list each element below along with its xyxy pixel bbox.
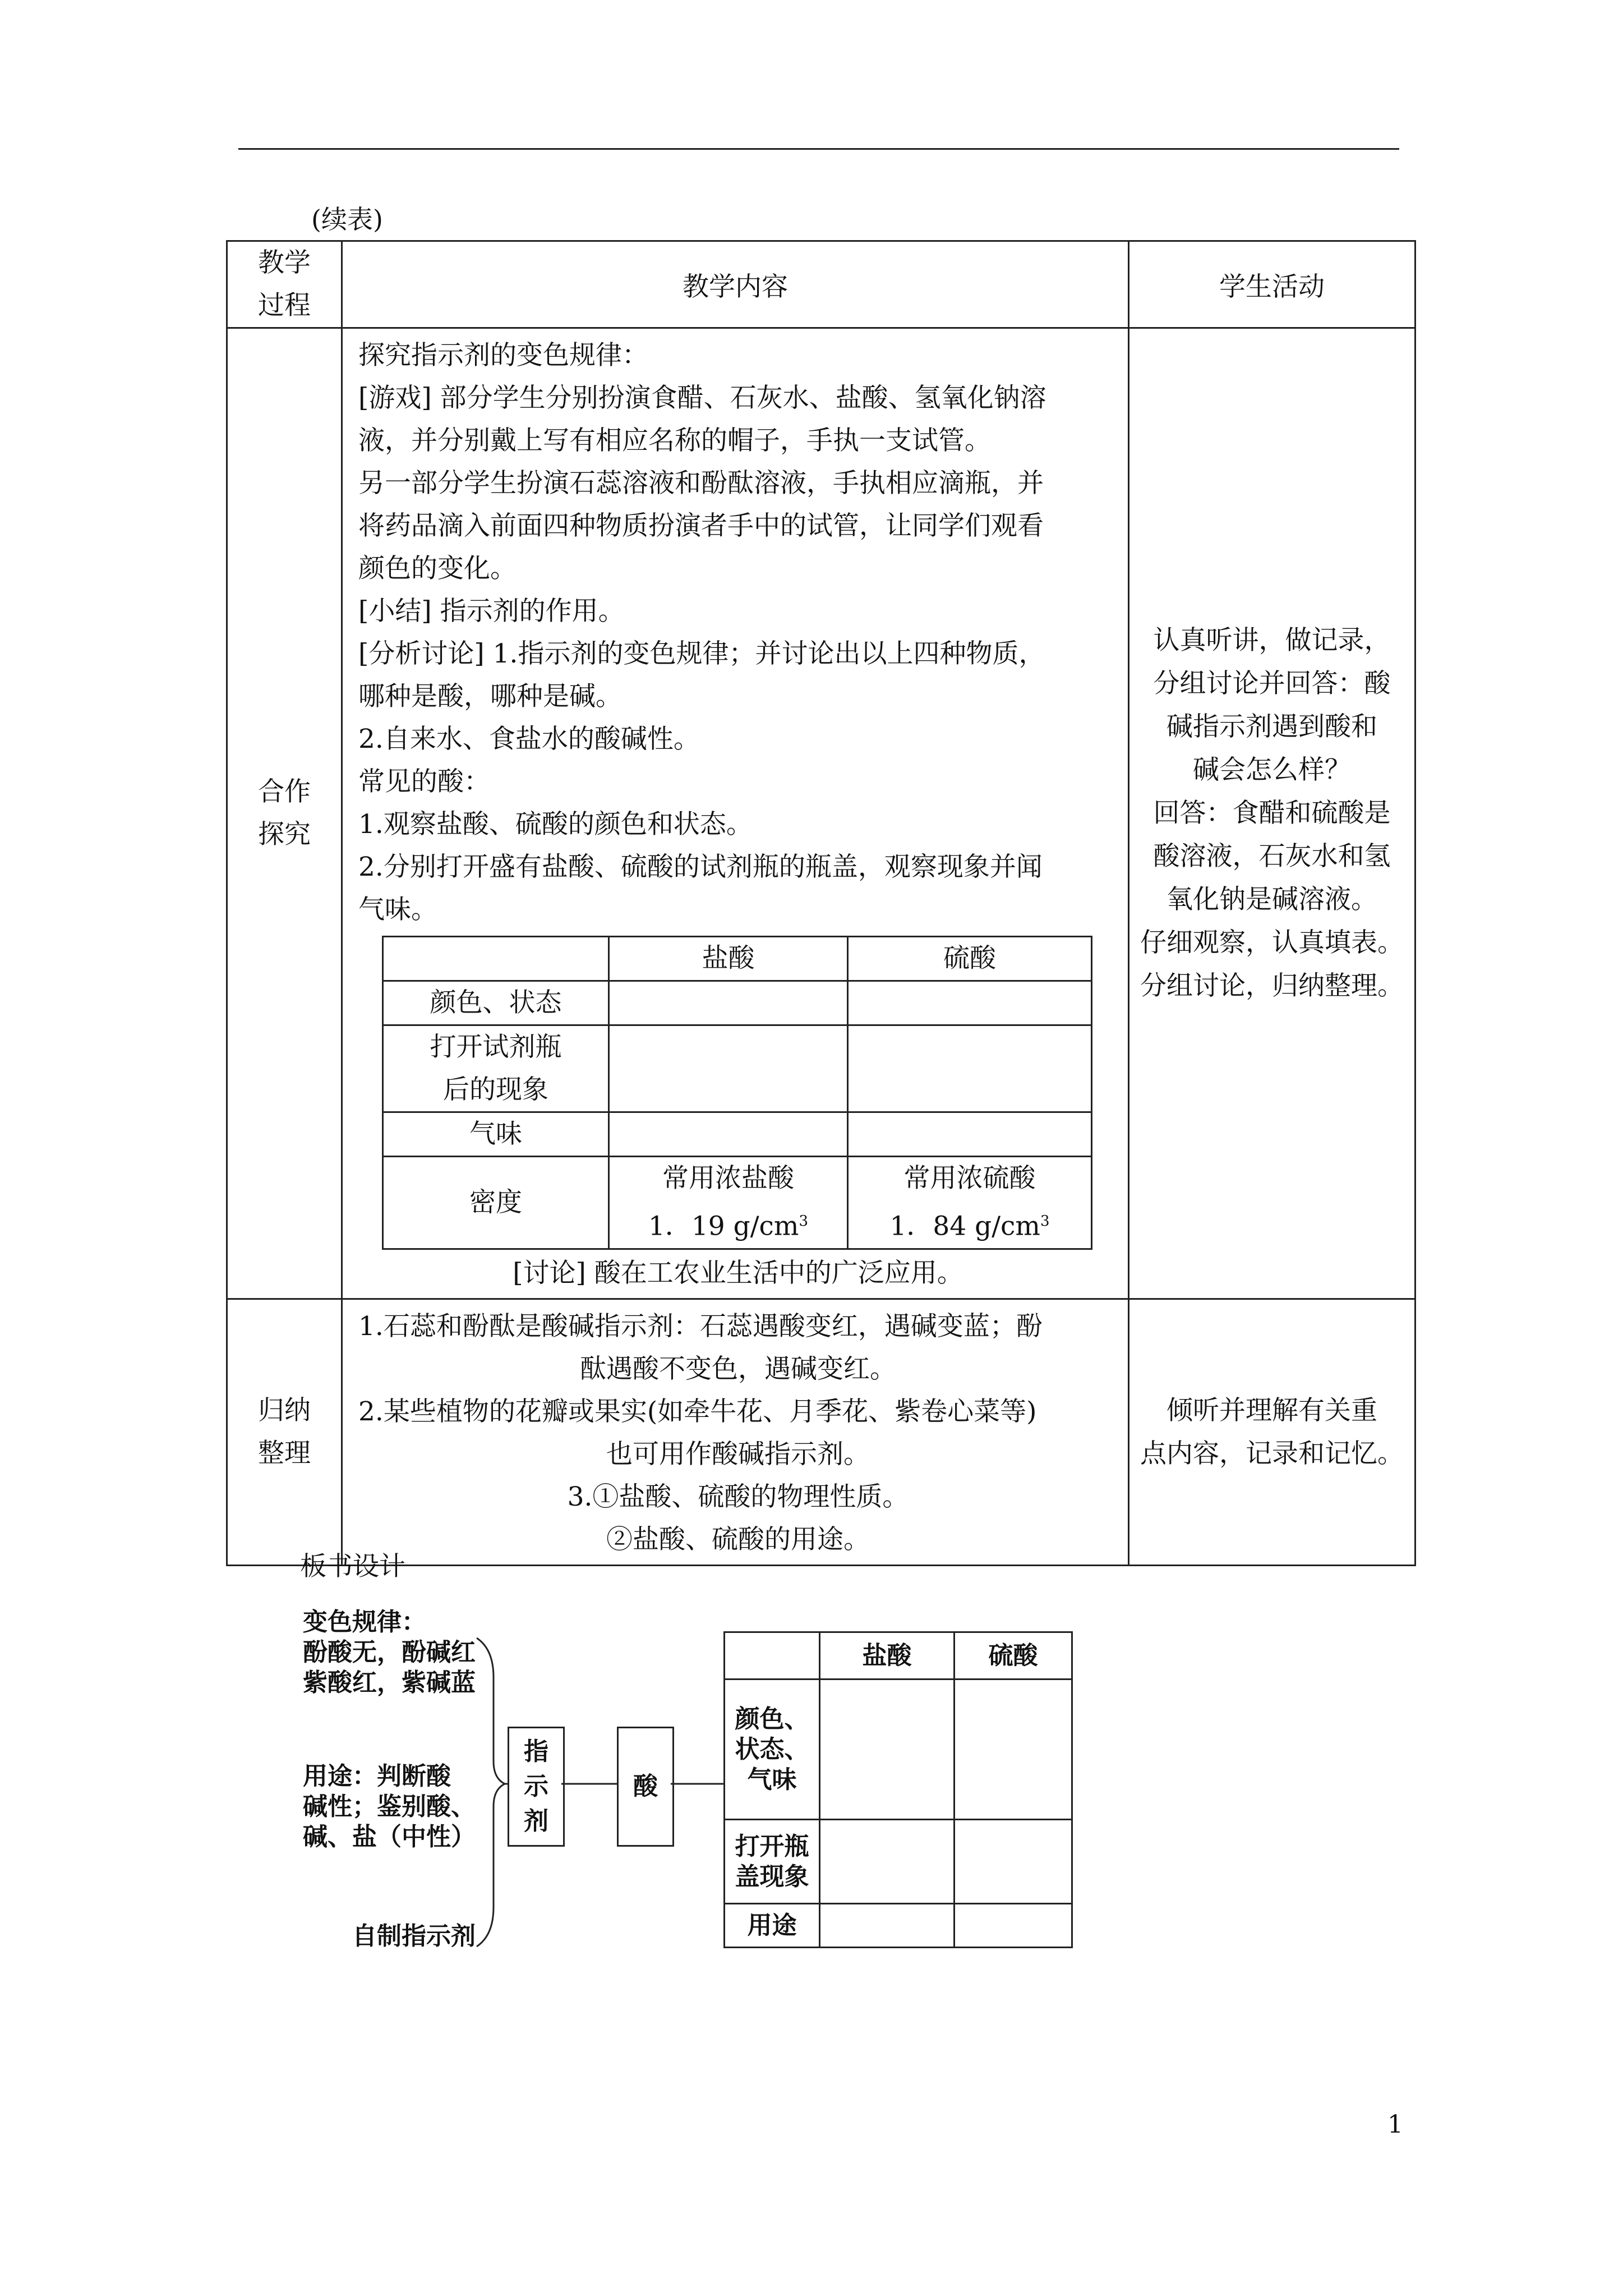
board-row-open (725, 1820, 1072, 1904)
activity-line: 碱会怎么样？ (1193, 754, 1351, 786)
use-line: 用途：判断酸 (303, 1762, 451, 1791)
table-row-summary (227, 1299, 1415, 1565)
page-number: 1 (1387, 2110, 1403, 2139)
acid-cell (609, 1112, 848, 1157)
acid-row-label: 密度 (383, 1157, 609, 1249)
table-header-row (227, 241, 1415, 328)
content-line: 酞遇酸不变色，遇碱变红。 (580, 1353, 896, 1384)
activity-line: 氧化钠是碱溶液。 (1166, 884, 1377, 915)
acid-box: 酸 (617, 1727, 674, 1847)
acid-cell (848, 1112, 1092, 1157)
content-line: ②盐酸、硫酸的用途。 (606, 1524, 870, 1555)
content-line: 另一部分学生扮演石蕊溶液和酚酞溶液，手执相应滴瓶，并 (358, 468, 1044, 499)
acid-row-density (383, 1157, 1092, 1249)
use-line: 碱、盐（中性） (303, 1823, 476, 1851)
acid-table-header (383, 937, 1092, 981)
header-content: 教学内容 (342, 241, 1129, 328)
content-line: 也可用作酸碱指示剂。 (606, 1438, 870, 1470)
content-line: 颜色的变化。 (358, 553, 517, 584)
content-line: 1.观察盐酸、硫酸的颜色和状态。 (358, 809, 753, 840)
acid-comparison-table (382, 936, 1092, 1250)
content-line: [游戏] 部分学生分别扮演食醋、石灰水、盐酸、氢氧化钠溶 (358, 383, 1046, 413)
board-row-color (725, 1680, 1072, 1820)
board-cell (955, 1904, 1072, 1948)
acid-cell (848, 981, 1092, 1025)
density-hcl: 常用浓盐酸 1．19 $g/cm^3$ (609, 1157, 848, 1249)
homemade-indicator: 自制指示剂 (352, 1922, 476, 1950)
acid-cell (609, 981, 848, 1025)
activity-line: 酸溶液，石灰水和氢 (1153, 841, 1391, 872)
acid-row-label: 颜色、状态 (383, 981, 609, 1025)
indicator-box: 指示剂 (508, 1727, 565, 1847)
rule-litmus: 紫酸红，紫碱蓝 (303, 1668, 476, 1697)
content-line: 哪种是酸，哪种是碱。 (358, 681, 622, 712)
rule-phenolphthalein: 酚酸无，酚碱红 (303, 1638, 476, 1667)
content-line: 将药品滴入前面四种物质扮演者手中的试管，让同学们观看 (358, 510, 1044, 541)
acid-table-corner (383, 937, 609, 981)
board-table-corner (725, 1632, 820, 1680)
board-col-hcl: 盐酸 (820, 1632, 955, 1680)
content-line: 常见的酸： (358, 766, 490, 797)
content-line: 液，并分别戴上写有相应名称的帽子，手执一支试管。 (358, 425, 991, 456)
activity-explore (1129, 328, 1415, 1299)
content-line: 2.某些植物的花瓣或果实(如牵牛花、月季花、紫卷心菜等) (358, 1396, 1037, 1427)
use-line: 碱性；鉴别酸、 (303, 1792, 476, 1821)
acid-row-open (383, 1025, 1092, 1112)
board-cell (820, 1904, 955, 1948)
rules-title: 变色规律： (303, 1608, 426, 1636)
content-line: 1.石蕊和酚酞是酸碱指示剂：石蕊遇酸变红，遇碱变蓝；酚 (358, 1310, 1043, 1342)
content-line: 气味。 (358, 894, 437, 925)
acid-cell (848, 1025, 1092, 1112)
content-summary (342, 1299, 1129, 1565)
acid-row-label: 气味 (383, 1112, 609, 1157)
content-line: 2.分别打开盛有盐酸、硫酸的试剂瓶的瓶盖，观察现象并闻 (358, 852, 1043, 882)
table-row-explore (227, 328, 1415, 1299)
activity-summary (1129, 1299, 1415, 1565)
activity-line: 分组讨论，归纳整理。 (1140, 970, 1404, 1002)
lesson-table (226, 240, 1416, 1566)
board-row-use (725, 1904, 1072, 1948)
activity-line: 认真听讲，做记录， (1153, 625, 1391, 656)
board-row-label: 打开瓶 盖现象 (725, 1820, 820, 1904)
activity-line: 仔细观察，认真填表。 (1140, 927, 1404, 959)
board-cell (955, 1820, 1072, 1904)
acid-col-h2so4: 硫酸 (848, 937, 1092, 981)
activity-line: 点内容，记录和记忆。 (1140, 1438, 1404, 1469)
process-summary: 归纳 整理 (227, 1299, 342, 1565)
board-cell (820, 1680, 955, 1820)
board-acid-table (723, 1631, 1073, 1948)
left-brace (477, 1638, 505, 1947)
content-line: 3.①盐酸、硫酸的物理性质。 (567, 1481, 909, 1512)
header-rule (238, 148, 1399, 150)
header-process: 教学 过程 (227, 241, 342, 328)
activity-line: 回答：食醋和硫酸是 (1153, 798, 1391, 829)
activity-line: 分组讨论并回答：酸 (1153, 668, 1391, 700)
board-cell (820, 1820, 955, 1904)
content-line: 2.自来水、食盐水的酸碱性。 (358, 724, 700, 754)
continued-label: (续表) (311, 204, 383, 234)
board-cell (955, 1680, 1072, 1820)
acid-row-label: 打开试剂瓶 后的现象 (383, 1025, 609, 1112)
discussion-line: [讨论] 酸在工农业生活中的广泛应用。 (513, 1257, 963, 1289)
board-table-header (725, 1632, 1072, 1680)
activity-line: 碱指示剂遇到酸和 (1166, 711, 1377, 743)
content-explore (342, 328, 1129, 1299)
board-row-label: 用途 (725, 1904, 820, 1948)
acid-cell (609, 1025, 848, 1112)
acid-row-smell (383, 1112, 1092, 1157)
board-col-h2so4: 硫酸 (955, 1632, 1072, 1680)
content-line: 探究指示剂的变色规律： (358, 340, 648, 371)
acid-row-color (383, 981, 1092, 1025)
board-row-label: 颜色、 状态、 气味 (725, 1680, 820, 1820)
content-line: [分析讨论] 1.指示剂的变色规律；并讨论出以上四种物质， (358, 638, 1045, 669)
content-line: [小结] 指示剂的作用。 (358, 596, 625, 627)
density-h2so4: 常用浓硫酸 1．84 $g/cm^3$ (848, 1157, 1092, 1249)
acid-col-hcl: 盐酸 (609, 937, 848, 981)
activity-line: 倾听并理解有关重 (1166, 1395, 1377, 1426)
process-explore: 合作 探究 (227, 328, 342, 1299)
header-activity: 学生活动 (1129, 241, 1415, 328)
board-design-label: 板书设计 (300, 1551, 405, 1582)
